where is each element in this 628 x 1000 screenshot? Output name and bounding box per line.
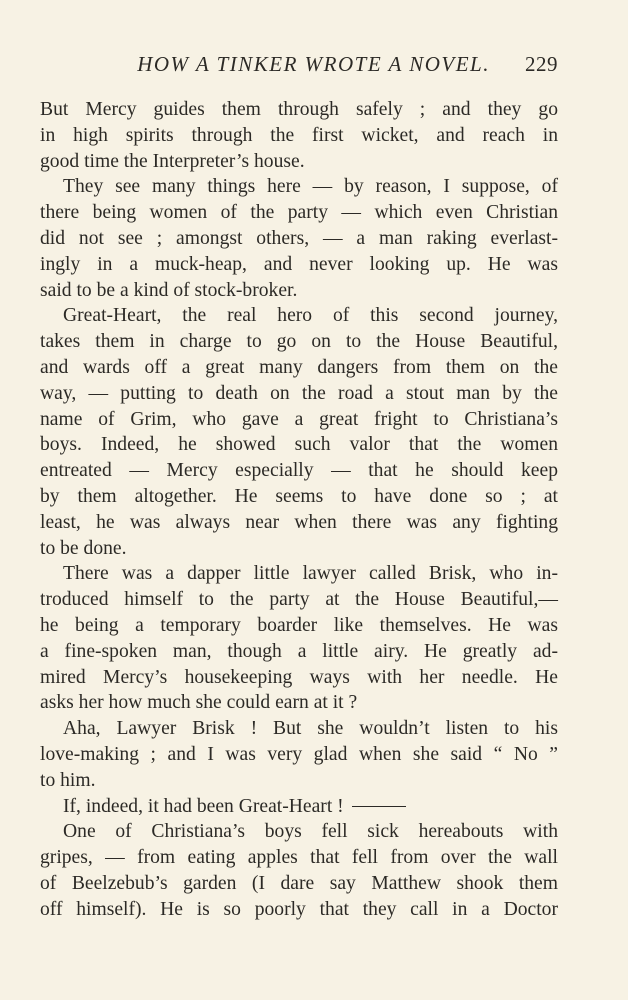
text-line: But Mercy guides them through safely ; and they go [40, 99, 558, 120]
text-line: asks her how much she could earn at it ? [40, 692, 358, 714]
text-line: name of Grim, who gave a great fright to Christiana’s [40, 408, 558, 430]
em-rule [352, 806, 406, 807]
running-title: HOW A TINKER WROTE A NOVEL. [137, 52, 490, 76]
text-line: good time the Interpreter’s house. [40, 150, 305, 172]
text-line: If, indeed, it had been Great-Heart ! [63, 795, 344, 817]
text-line: There was a dapper little lawyer called Brisk, who in- [63, 563, 558, 585]
text-line: ingly in a muck-heap, and never looking up. He was [40, 253, 558, 275]
text-line: of Beelzebub’s garden (I dare say Matthew shook them [40, 872, 558, 894]
text-line: One of Christiana’s boys fell sick hereabouts with [63, 821, 558, 843]
text-line: entreated — Mercy especially — that he should keep [40, 460, 558, 482]
text-line: he being a temporary boarder like themselves. He was [40, 614, 558, 636]
text-line: mired Mercy’s housekeeping ways with her needle. He [40, 666, 558, 688]
text-line: off himself). He is so poorly that they call in a Doctor [40, 898, 558, 920]
text-line: to him. [40, 769, 96, 791]
text-line: troduced himself to the party at the House Beautiful,— [40, 589, 558, 611]
text-line: to be done. [40, 537, 127, 559]
text-line: and wards off a great many dangers from them on the [40, 356, 558, 378]
text-line: there being women of the party — which even Christian [40, 202, 558, 224]
text-line: They see many things here — by reason, I suppose, of [63, 176, 558, 198]
text-line: did not see ; amongst others, — a man raking everlast- [40, 227, 558, 249]
text-line: said to be a kind of stock-broker. [40, 279, 298, 301]
text-line-with-rule [40, 794, 558, 820]
text-line: way, — putting to death on the road a stout man by the [40, 382, 558, 404]
text-line: gripes, — from eating apples that fell from over the wall [40, 847, 558, 869]
text-line: by them altogether. He seems to have done so ; at [40, 485, 558, 507]
text-line: love-making ; and I was very glad when she said “ No ” [40, 743, 558, 765]
text-line: Great-Heart, the real hero of this second journey, [63, 305, 558, 327]
text-line: Aha, Lawyer Brisk ! But she wouldn’t listen to his [63, 718, 558, 740]
running-head [40, 52, 558, 82]
text-line: least, he was always near when there was any fighting [40, 511, 558, 533]
body-text [40, 97, 558, 923]
text-line: boys. Indeed, he showed such valor that the women [40, 434, 558, 456]
text-line: takes them in charge to go on to the House Beautiful, [40, 331, 558, 353]
page-number: 229 [525, 52, 558, 76]
text-line: a fine-spoken man, though a little airy. He greatly ad- [40, 640, 558, 662]
text-line: in high spirits through the first wicket, and reach in [40, 124, 558, 146]
